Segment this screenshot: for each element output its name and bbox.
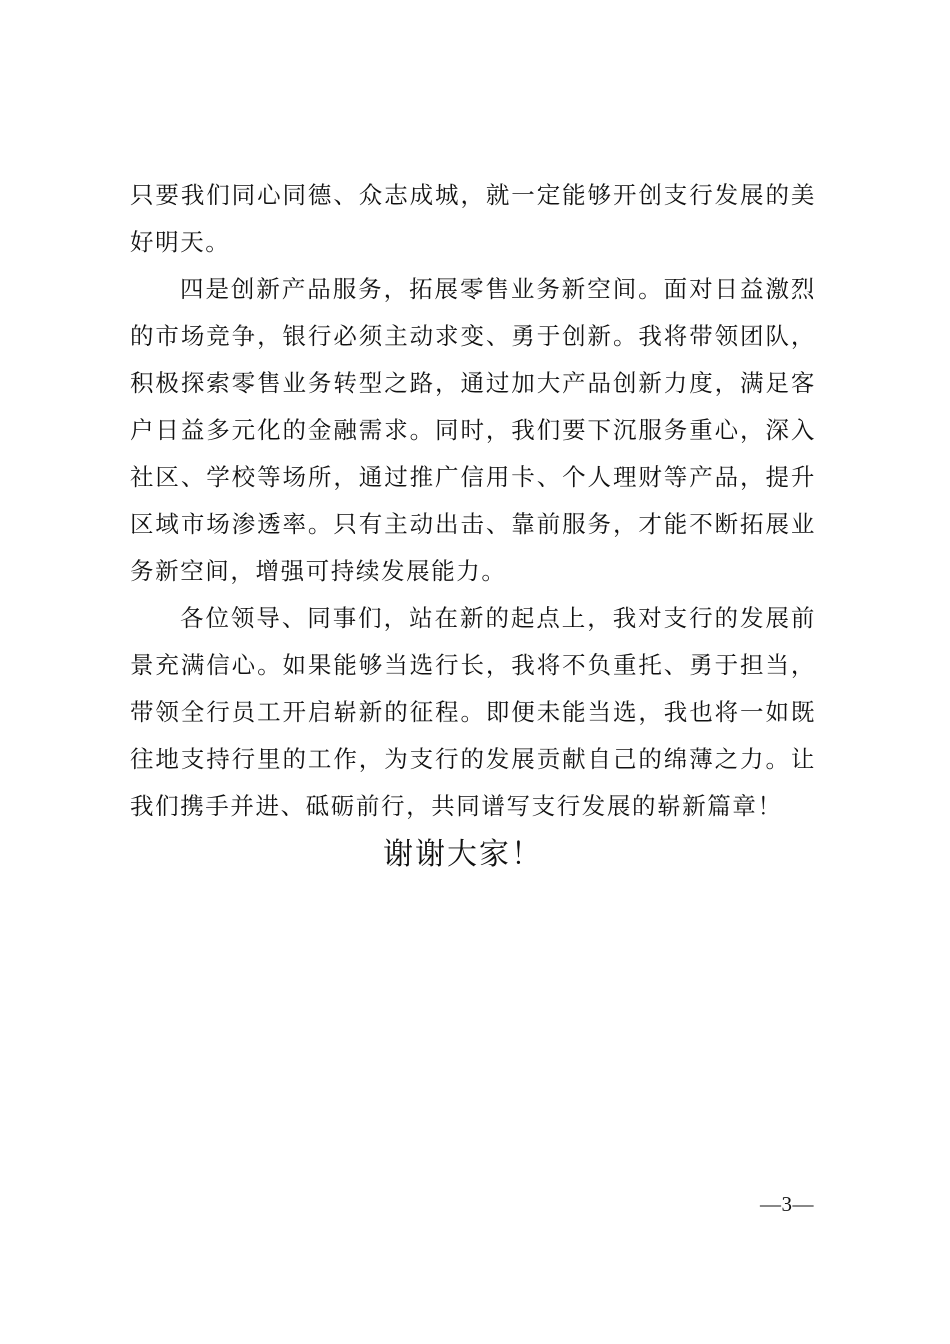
paragraph-retail-innovation: 四是创新产品服务，拓展零售业务新空间。面对日益激烈的市场竞争，银行必须主动求变、勇于创新。我将带领团队，积极探索零售业务转型之路，通过加大产品创新力度，满足客户日益多元化的金融需求。同时，我们要下沉服务重心，深入社区、学校等场所，通过推广信用卡、个人理财等产品，提升区域市场渗透率。只有主动出击、靠前服务，才能不断拓展业务新空间，增强可持续发展能力。 — [130, 275, 816, 585]
paragraph-closing-remarks: 各位领导、同事们，站在新的起点上，我对支行的发展前景充满信心。如果能够当选行长，我将不负重托、勇于担当，带领全行员工开启崭新的征程。即便未能当选，我也将一如既往地支持行里的工作，为支行的发展贡献自己的绵薄之力。让我们携手并进、砥砺前行，共同谱写支行发展的崭新篇章！ — [130, 604, 816, 820]
paragraph-continuation: 只要我们同心同德、众志成城，就一定能够开创支行发展的美好明天。 — [130, 181, 816, 256]
closing-thanks: 谢谢大家！ — [383, 837, 543, 872]
page-number: —3— — [760, 1192, 814, 1216]
document-body — [130, 172, 816, 880]
